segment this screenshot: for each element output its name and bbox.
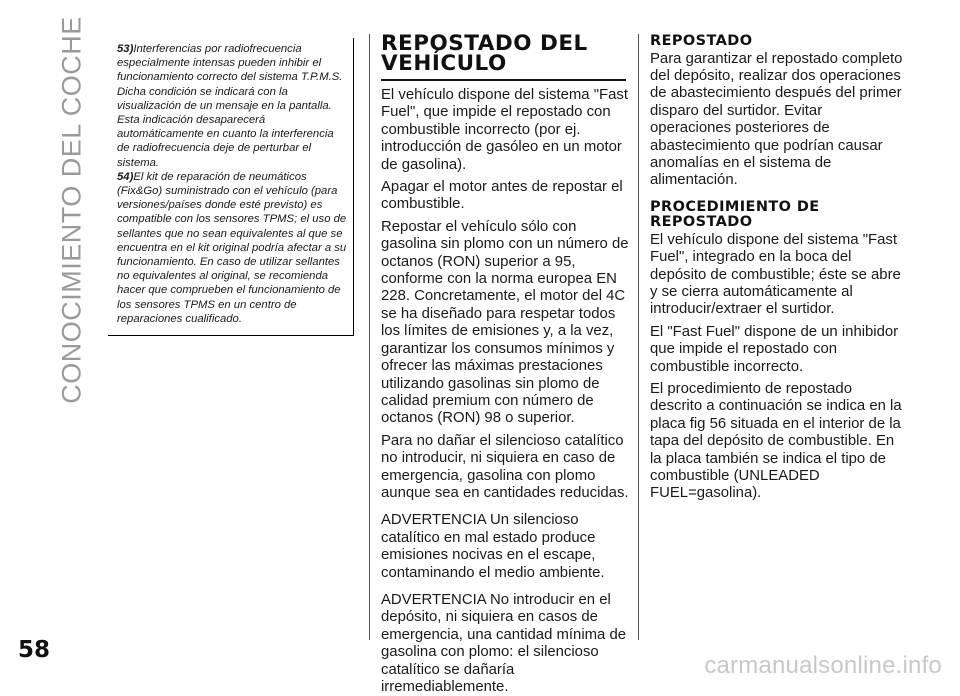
watermark: carmanualsonline.info (704, 652, 942, 679)
notes-box (108, 38, 354, 336)
subsection-heading: PROCEDIMIENTO DE REPOSTADO (650, 198, 820, 231)
subsection-heading: REPOSTADO (650, 33, 753, 49)
section-heading: REPOSTADO DEL VEHÍCULO (381, 34, 626, 81)
note-54 (117, 170, 349, 326)
paragraph: Para no dañar el silencioso catalítico no introducir, ni siquiera en caso de emergencia, gasolina con plomo aunque sea en cantidades reducidas. (381, 432, 629, 501)
paragraph: El vehículo dispone del sistema "Fast Fuel", que impide el repostado con combustible incorrecto (por ej. introducción de gasóleo en un motor de gasolina). (381, 87, 628, 173)
warning-paragraph: ADVERTENCIA Un silencioso catalítico en mal estado produce emisiones nocivas en el escape, contaminando el medio ambiente. (381, 512, 605, 581)
paragraph: El procedimiento de repostado descrito a continuación se indica en la placa fig 56 situada en el interior de la tapa del depósito de combustible. En la placa también se indica el tipo de combustible (UNLEADED FUEL=gasolina). (650, 381, 902, 502)
paragraph: Para garantizar el repostado completo del depósito, realizar dos operaciones de abastecimiento después del primer disparo del surtidor. Evitar operaciones posteriores de abastecimiento que podrían causar anomalías en el sistema de alimentación. (650, 50, 903, 189)
paragraph: Repostar el vehículo sólo con gasolina sin plomo con un número de octanos (RON) superior a 95, conforme con la norma europea EN 228. Concretamente, el motor del 4C se ha diseñado para respetar todos los límites de emisiones y, a la vez, garantizar los consumos mínimos y ofrecer las máximas prestaciones utilizando gasolinas sin plomo de calidad premium con número de octanos (RON) 98 o superior. (381, 218, 629, 427)
paragraph: El vehículo dispone del sistema "Fast Fuel", integrado en la boca del depósito de combustible; éste se abre y se cierra automáticamente al introducir/extraer el surtidor. (650, 231, 901, 318)
note-54-id: 54) (117, 170, 134, 183)
warning-paragraph: ADVERTENCIA No introducir en el depósito, ni siquiera en casos de emergencia, una cantidad mínima de gasolina con plomo: el silencioso catalítico se dañaría irremediablemente. (381, 591, 627, 695)
column-refuelling (369, 31, 634, 695)
column-procedure (638, 34, 903, 640)
note-54-text: El kit de reparación de neumáticos (Fix&Go) suministrado con el vehículo (para versiones/países donde esté previsto) es compatible con los sensores TPMS; el uso de sellantes que no sean equivalentes al que se encuentra en el kit original podría afectar a su funcionamiento. En caso de utilizar sellantes no equivalentes al original, se recomienda hacer que comprueben el funcionamiento de los sensores TPMS en un centro de reparaciones cualificado. (117, 170, 347, 325)
section-side-title-text: CONOCIMIENTO DEL COCHE (56, 16, 87, 404)
note-53-id: 53) (117, 43, 134, 55)
note-53-text: Interferencias por radiofrecuencia especialmente intensas pueden inhibir el funcionamiento correcto del sistema T.P.M.S. Dicha condición se indicará con la visualización de un mensaje en la pantalla. Esta indicación desaparecerá automáticamente en cuanto la interferencia de radiofrecuencia deje de perturbar el sistema. (117, 43, 343, 169)
page-number: 58 (18, 637, 51, 663)
paragraph: El "Fast Fuel" dispone de un inhibidor que impide el repostado con combustible incorrecto. (650, 323, 899, 375)
note-53 (117, 42, 349, 170)
section-side-title (52, 16, 92, 404)
paragraph: Apagar el motor antes de repostar el combustible. (381, 179, 623, 213)
